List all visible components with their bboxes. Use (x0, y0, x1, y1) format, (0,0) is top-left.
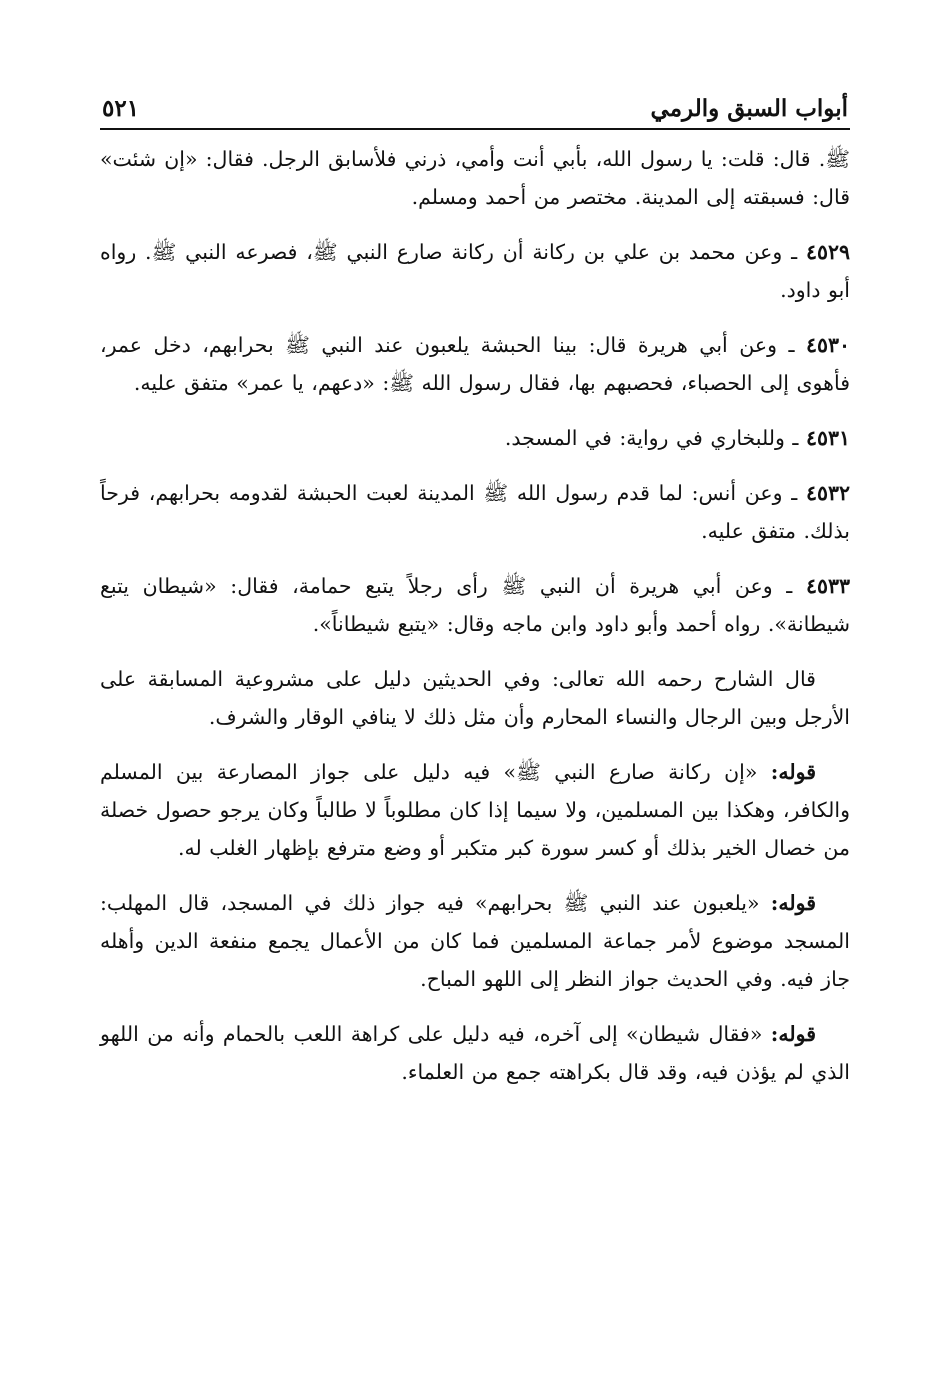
hadith-text: ـ وعن أنس: لما قدم رسول الله ﷺ المدينة لعبت الحبشة لقدومه بحرابهم، فرحاً بذلك. متفق عليه. (100, 481, 850, 543)
hadith-text: ـ وعن أبي هريرة أن النبي ﷺ رأى رجلاً يتبع حمامة، فقال: «شيطان يتبع شيطانة». رواه أحمد وأبو داود وابن ماجه وقال: «يتبع شيطاناً». (100, 574, 850, 636)
commentary-paragraph (100, 884, 850, 998)
running-header (100, 90, 850, 130)
hadith-4532 (100, 474, 850, 550)
commentary-paragraph (100, 1015, 850, 1091)
hadith-4533 (100, 567, 850, 643)
commentary-paragraph (100, 753, 850, 867)
hadith-number: ٤٥٣٣ (805, 574, 850, 598)
commentary-lead: قوله: (770, 760, 816, 784)
hadith-number: ٤٥٣٢ (805, 481, 850, 505)
commentary-text: «إن ركانة صارع النبي ﷺ» فيه دليل على جواز المصارعة بين المسلم والكافر، وهكذا بين المسلمين، ولا سيما إذا كان مطلوباً لا طالباً وكان يرجو حصول خصلة من خصال الخير بذلك أو كسر سورة كبر متكبر أو وضع مترفع بإظهار الغلب له. (100, 760, 850, 860)
commentary-intro (100, 660, 850, 736)
chapter-title: أبواب السبق والرمي (650, 95, 848, 122)
page-body (100, 130, 850, 1091)
commentary-text: «فقال شيطان» إلى آخره، فيه دليل على كراهة اللعب بالحمام وأنه من اللهو الذي لم يؤذن فيه، وقد قال بكراهته جمع من العلماء. (100, 1022, 850, 1084)
paragraph-continuation (100, 140, 850, 216)
commentary-lead: قوله: (770, 891, 816, 915)
page-number: ٥٢١ (102, 95, 140, 122)
commentary-lead: قوله: (770, 1022, 816, 1046)
paragraph-text: قال الشارح رحمه الله تعالى: وفي الحديثين دليل على مشروعية المسابقة على الأرجل وبين الرجال والنساء المحارم وأن مثل ذلك لا ينافي الوقار والشرف. (100, 667, 850, 729)
hadith-number: ٤٥٣٠ (805, 333, 850, 357)
hadith-4529 (100, 233, 850, 309)
paragraph-text: ﷺ. قال: قلت: يا رسول الله، بأبي أنت وأمي، ذرني فلأسابق الرجل. فقال: «إن شئت» قال: فسبقته إلى المدينة. مختصر من أحمد ومسلم. (100, 147, 850, 209)
hadith-text: ـ وللبخاري في رواية: في المسجد. (504, 426, 806, 450)
hadith-number: ٤٥٣١ (805, 426, 850, 450)
hadith-text: ـ وعن محمد بن علي بن ركانة أن ركانة صارع النبي ﷺ، فصرعه النبي ﷺ. رواه أبو داود. (100, 240, 850, 302)
hadith-text: ـ وعن أبي هريرة قال: بينا الحبشة يلعبون عند النبي ﷺ بحرابهم، دخل عمر، فأهوى إلى الحصباء، فحصبهم بها، فقال رسول الله ﷺ: «دعهم، يا عمر» متفق عليه. (100, 333, 850, 395)
hadith-number: ٤٥٢٩ (805, 240, 850, 264)
hadith-4531 (100, 419, 850, 457)
hadith-4530 (100, 326, 850, 402)
commentary-text: «يلعبون عند النبي ﷺ بحرابهم» فيه جواز ذلك في المسجد، قال المهلب: المسجد موضوع لأمر جماعة المسلمين فما كان من الأعمال يجمع منفعة الدين وأهله جاز فيه. وفي الحديث جواز النظر إلى اللهو المباح. (100, 891, 850, 991)
